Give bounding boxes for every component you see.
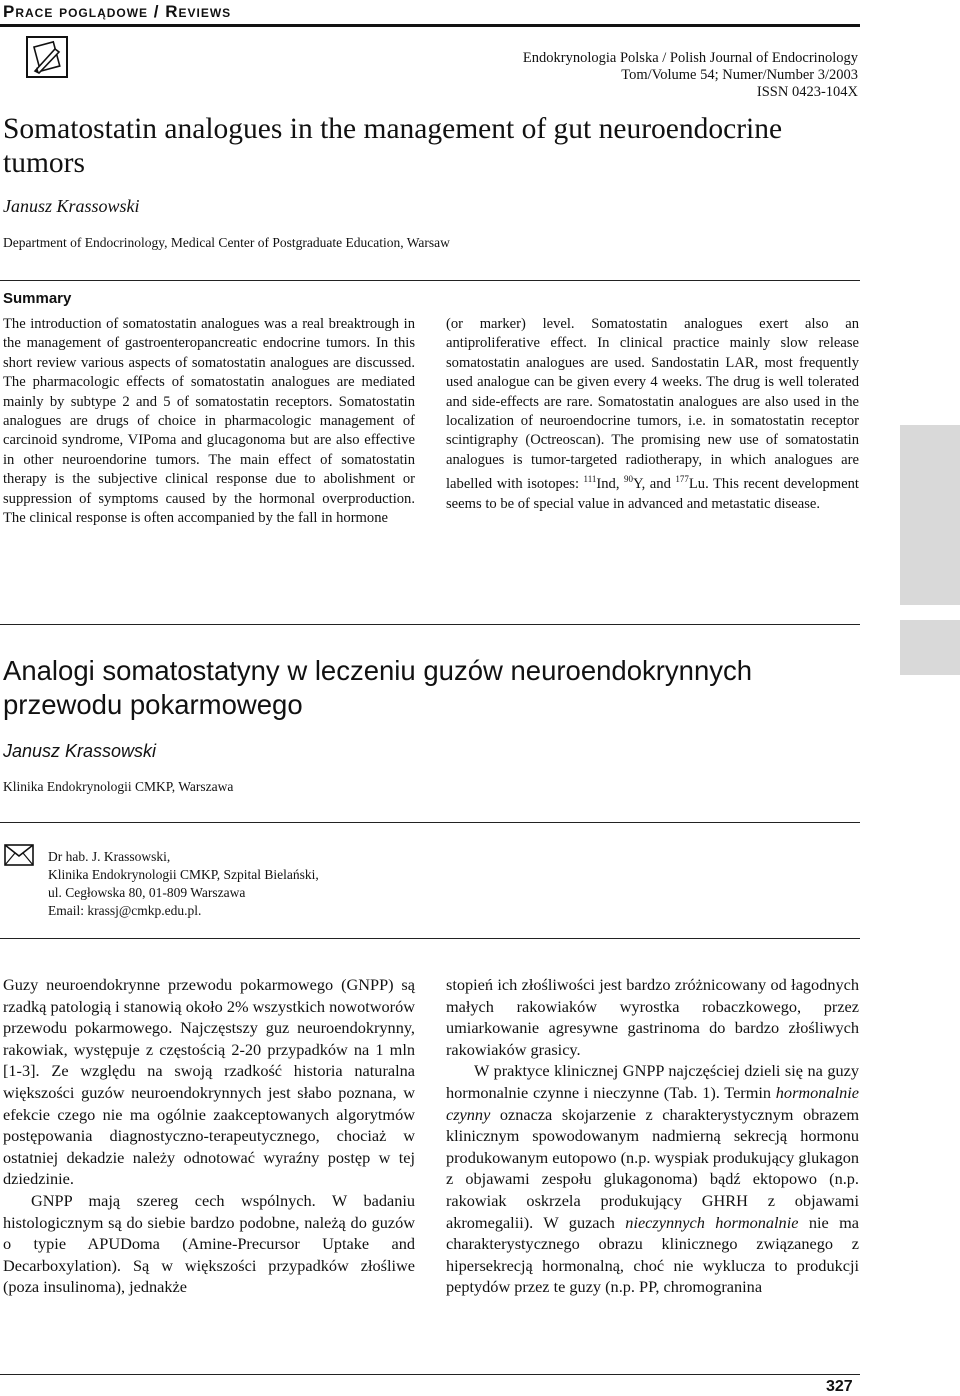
page-number: 327 [826,1378,853,1395]
journal-volume: Tom/Volume 54; Numer/Number 3/2003 [621,67,858,83]
article-title-pl: Analogi somatostatyny w leczeniu guzów neuroendokrynnych przewodu pokarmowego [3,655,753,720]
summary-text-right-a: (or marker) level. Somatostatin analogues exert also an antiproliferative effect. In clinical practice mainly slow release somatostatin analogues are used. Sandostatin LAR, most frequently used analogue can be given every 4 weeks. The drug is well tolerated and side-effects are rare. Somatostatin analogues are also used in the localization of neuroendocrine tumors, i.e. in somatostatin receptor scintigraphy (Octreoscan). The promising new use of somatostatin analogues is tumor-targeted radiotherapy, in which analogues are labelled with isotopes: [446,316,859,493]
side-tab-lower [900,620,960,675]
author-pl: Janusz Krassowski [3,741,157,761]
body-right-column [446,974,859,1298]
contact-name: Dr hab. J. Krassowski, [48,849,171,864]
summary-text-left: The introduction of somatostatin analogues was a real breaktrough in the management of gastroenteropancreatic endocrine tumors. In this short review various aspects of somatostatin analogues are discussed. The pharmacologic effects of somatostatin analogues are mediated mainly by subtype 2 and 5 of somatostatin receptors. Somatostatin analogues are drugs of choice in pharmacologic management of carcinoid syndrome, VIPoma and glucagonoma but are also effective in other neuroendorine tumors. The main effect of somatostatin therapy is the subjective clinical response due to abolishment or suppression of symptoms caused by the hormonal overproduction. The clinical response is often accompanied by the fall in hormone [3,316,415,527]
isotope-1: Ind, [596,476,624,493]
contact-address [48,848,319,920]
summary-bottom-rule [0,624,860,625]
summary-heading: Summary [3,290,72,307]
summary-left-column [3,315,415,528]
header-rule [0,24,860,27]
contact-bottom-rule [0,938,860,939]
isotope-2: Y, and [633,476,676,493]
contact-top-rule [0,822,860,823]
affiliation-en: Department of Endocrinology, Medical Center of Postgraduate Education, Warsaw [3,235,450,250]
journal-info [523,50,858,101]
emphasis-term: nieczynnych hormonalnie [625,1212,799,1232]
journal-issn: ISSN 0423-104X [756,84,858,100]
contact-email[interactable]: Email: krassj@cmkp.edu.pl. [48,903,202,918]
affiliation-pl: Klinika Endokrynologii CMKP, Warszawa [3,779,234,794]
summary-top-rule [0,280,860,281]
body-paragraph: stopień ich złośliwości jest bardzo zróżnicowany od łagodnych małych rakowiaków wyrostka robaczkowego, przez umiarkowanie agresywne gastrinoma do bardzo złośliwych rakowiaków grasicy. [446,975,859,1059]
side-tab-upper [900,425,960,605]
summary-text-right-b: Lu. This recent development seems to be of special value in advanced and metastatic disease. [446,476,859,512]
isotope-sup-3: 177 [675,474,689,485]
body-paragraph: Guzy neuroendokrynne przewodu pokarmowego (GNPP) są rzadką patologią i stanowią około 2% wszystkich nowotworów przewodu pokarmowego. Najczęstszy guz neuroendokrynny, rakowiak, występuje z częstością 2-20 przypadków na 1 mln [1-3]. Ze względu na swoją rzadkość historia naturalna większości guzów neuroendokrynnych jest słabo poznana, w efekcie czego nie ma ogólnie zaakceptowanych algorytmów postępowania diagnostyczno-terapeutycznego, chociaż w ostatniej dekadzie należy odnotować wyraźny postęp w tej dziedzinie. [3,975,415,1189]
body-text: W praktyce klinicznej GNPP najczęściej dzieli się na guzy hormonalnie czynne i nieczynne (Tab. 1). Termin [446,1061,859,1102]
body-text: nie ma charakterystycznego obrazu klinicznego związanego z hipersekrecją hormonalną, choć nie wyklucza to produkcji peptydów przez te guzy (n.p. PP, chromogranina [446,1212,860,1297]
contact-street: ul. Cegłowska 80, 01-809 Warszawa [48,885,246,900]
article-title-en: Somatostatin analogues in the management of gut neuroendocrine tumors [3,113,783,179]
isotope-sup-2: 90 [624,474,633,485]
body-text: oznacza skojarzenie z charakterystycznym obrazem klinicznym spowodowanym nadmierną sekrecją hormonu produkowanym eutopowo (n.p. wyspiak produkujący glukagon z objawami zespołu glukagonoma) bądź ektopowo (n.p. rakowiak oskrzela produkujący GHRH z objawami akromegalii). W guzach [446,1104,859,1232]
emphasis-term: hormonalnie czynny [446,1082,859,1124]
summary-right-column [446,315,859,514]
footer-rule [0,1374,860,1375]
envelope-icon [4,844,34,866]
body-paragraph-2 [446,1060,859,1298]
pen-paper-icon [26,36,68,78]
section-label: Prace poglądowe / Reviews [3,2,232,21]
author-en: Janusz Krassowski [3,196,140,216]
contact-institution: Klinika Endokrynologii CMKP, Szpital Bielański, [48,867,319,882]
journal-name: Endokrynologia Polska / Polish Journal of Endocrinology [522,50,858,66]
body-left-column [3,974,415,1298]
body-paragraph: GNPP mają szereg cech wspólnych. W badaniu histologicznym są do siebie bardzo podobne, należą do guzów o typie APUDoma (Amine-Precursor Uptake and Decarboxylation). Są w większości przypadków złośliwe (poza insulinoma), jednakże [3,1190,415,1297]
isotope-sup-1: 111 [583,474,597,485]
